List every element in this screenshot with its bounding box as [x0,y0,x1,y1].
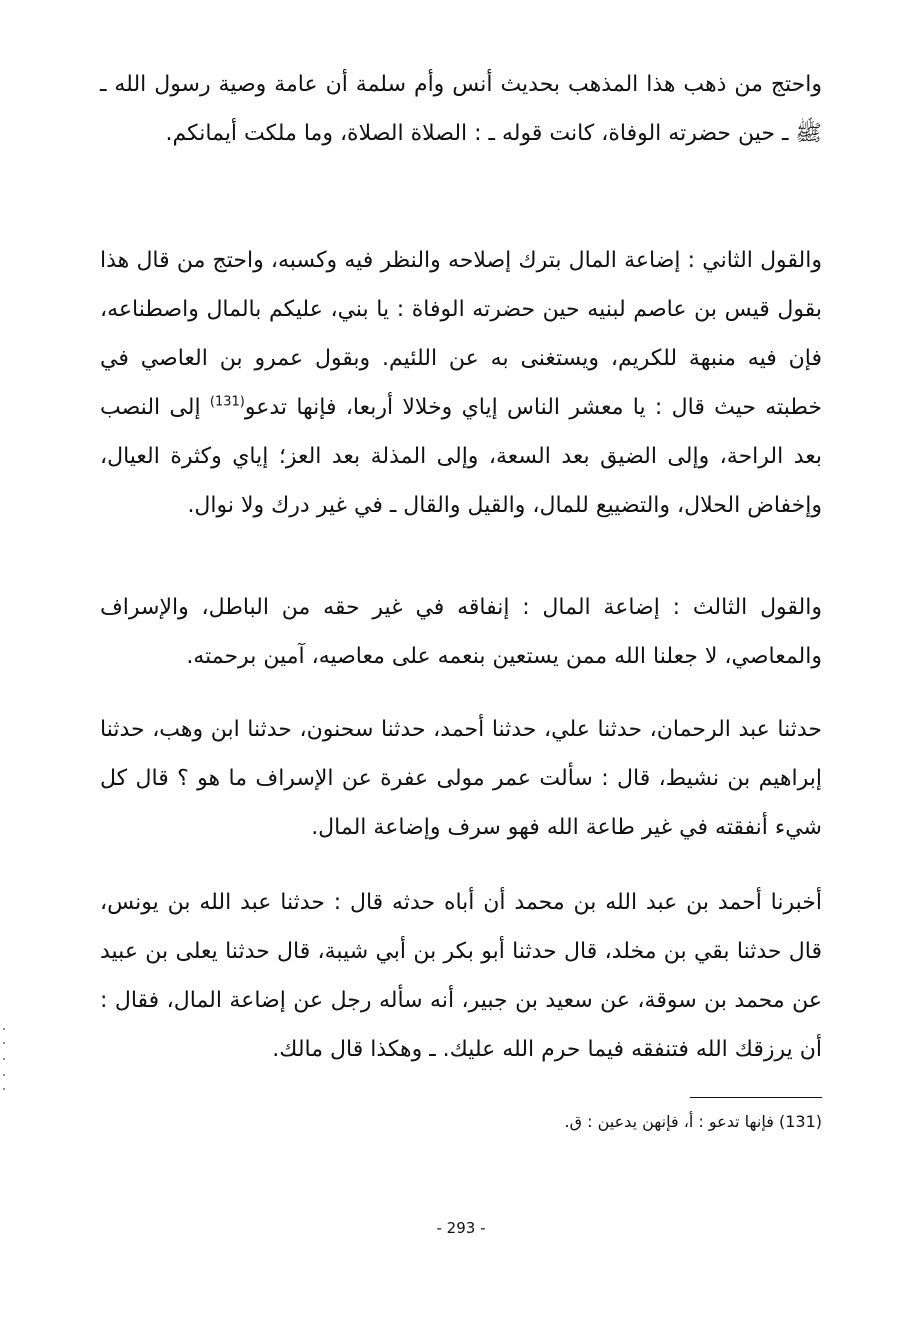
paragraph-second-opinion [100,236,822,530]
footnote-reference-131: (131) [209,394,245,410]
paragraph-isnad-umar: حدثنا عبد الرحمان، حدثنا علي، حدثنا أحمد، حدثنا سحنون، حدثنا ابن وهب، حدثنا إبراهيم بن نشيط، قال : سألت عمر مولى عفرة عن الإسراف ما هو ؟ قال كل شيء أنفقته في غير طاعة الله فهو سرف وإضاعة المال. [100,717,822,840]
scan-edge-marks [2,1028,6,1092]
page-number: - 293 - [436,1219,486,1237]
paragraph-third-opinion: والقول الثالث : إضاعة المال : إنفاقه في غير حقه من الباطل، والإسراف والمعاصي، لا جعلنا الله ممن يستعين بنعمه على معاصيه، آمين برحمته. [100,595,822,669]
paragraph-second-opinion-text-b: إلى النصب بعد الراحة، وإلى الضيق بعد السعة، وإلى المذلة بعد العز؛ إياي وكثرة العيال، وإخفاض الحلال، والتضييع للمال، والقيل والقال ـ في غير درك ولا نوال. [100,395,822,518]
paragraph-anas-hadith: واحتج من ذهب هذا المذهب بحديث أنس وأم سلمة أن عامة وصية رسول الله ـ ﷺ ـ حين حضرته الوفاة، كانت قوله ـ : الصلاة الصلاة، وما ملكت أيمانكم. [100,72,822,146]
paragraph-isnad-said-ibn-jubayr: أخبرنا أحمد بن عبد الله بن محمد أن أباه حدثه قال : حدثنا عبد الله بن يونس، قال حدثنا بقي بن مخلد، قال حدثنا أبو بكر بن أبي شيبة، قال حدثنا يعلى بن عبيد عن محمد بن سوقة، عن سعيد بن جبير، أنه سأله رجل عن إضاعة المال، فقال : أن يرزقك الله فتنفقه فيما حرم الله عليك. ـ وهكذا قال مالك. [100,890,822,1062]
paragraph-second-opinion-text-a: والقول الثاني : إضاعة المال بترك إصلاحه والنظر فيه وكسبه، واحتج من قال هذا بقول قيس بن عاصم لبنيه حين حضرته الوفاة : يا بني، عليكم بالمال واصطناعه، فإن فيه منبهة للكريم، ويستغنى به عن اللئيم. وبقول عمرو بن العاصي في خطبته حيث قال : يا معشر الناس إياي وخلالا أربعا، فإنها تدعو [100,248,822,420]
footnote-131: (131) فإنها تدعو : أ، فإنهن يدعين : ق. [564,1112,822,1131]
footnote-separator [690,1097,822,1098]
